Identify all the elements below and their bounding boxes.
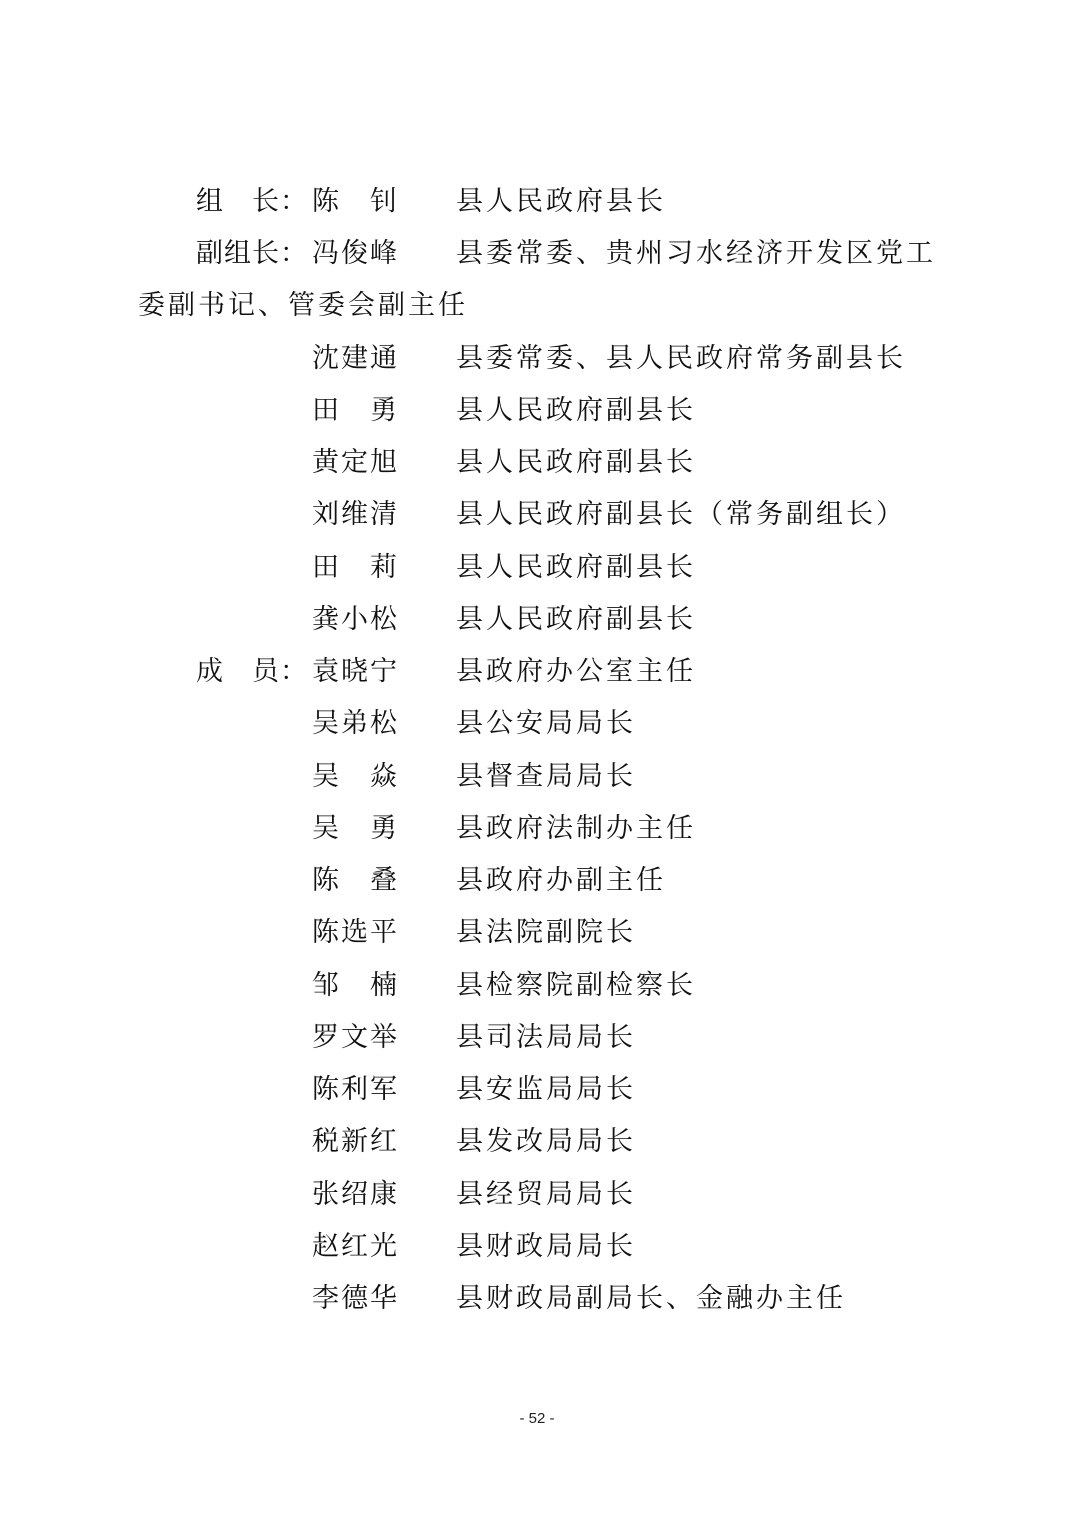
member-row — [0, 646, 1074, 698]
member-row — [0, 333, 1074, 385]
member-title: 县委常委、县人民政府常务副县长 — [456, 343, 906, 374]
member-title: 县安监局局长 — [456, 1074, 636, 1105]
member-name: 黄定旭 — [312, 447, 399, 478]
member-title: 县发改局局长 — [456, 1126, 636, 1157]
member-title: 县财政局副局长、金融办主任 — [456, 1283, 846, 1314]
member-title-continuation-row — [0, 280, 1074, 332]
member-row — [0, 907, 1074, 959]
member-row — [0, 1169, 1074, 1221]
member-row — [0, 960, 1074, 1012]
role-label: 组 长： — [196, 186, 308, 217]
member-title: 县政府办公室主任 — [456, 656, 696, 687]
member-row — [0, 176, 1074, 228]
member-name: 袁晓宁 — [312, 656, 399, 687]
role-label: 成 员： — [196, 656, 308, 687]
member-title: 县经贸局局长 — [456, 1179, 636, 1210]
member-title: 县公安局局长 — [456, 708, 636, 739]
member-title: 县政府办副主任 — [456, 865, 666, 896]
member-title: 县人民政府副县长 — [456, 604, 696, 635]
member-title: 县财政局局长 — [456, 1231, 636, 1262]
member-row — [0, 1116, 1074, 1168]
page-number: - 52 - — [519, 1410, 555, 1427]
member-row — [0, 1064, 1074, 1116]
member-row — [0, 542, 1074, 594]
member-name: 田 勇 — [312, 395, 399, 426]
member-name: 陈 叠 — [312, 865, 399, 896]
member-name: 吴弟松 — [312, 708, 399, 739]
member-name: 赵红光 — [312, 1231, 399, 1262]
member-name: 沈建通 — [312, 343, 399, 374]
member-row — [0, 1273, 1074, 1325]
member-row — [0, 437, 1074, 489]
member-name: 吴 勇 — [312, 813, 399, 844]
member-title: 县人民政府副县长（常务副组长） — [456, 499, 906, 530]
member-name: 税新红 — [312, 1126, 399, 1157]
member-title: 县司法局局长 — [456, 1022, 636, 1053]
role-label: 副组长： — [196, 238, 308, 269]
member-title-continuation: 委副书记、管委会副主任 — [138, 290, 468, 321]
member-row — [0, 1012, 1074, 1064]
member-row — [0, 698, 1074, 750]
member-title: 县人民政府副县长 — [456, 395, 696, 426]
member-name: 吴 焱 — [312, 761, 399, 792]
member-title: 县人民政府副县长 — [456, 552, 696, 583]
member-title: 县人民政府县长 — [456, 186, 666, 217]
member-name: 邹 楠 — [312, 970, 399, 1001]
member-row — [0, 228, 1074, 280]
member-row — [0, 803, 1074, 855]
member-row — [0, 855, 1074, 907]
member-title: 县委常委、贵州习水经济开发区党工 — [456, 238, 936, 269]
member-title: 县政府法制办主任 — [456, 813, 696, 844]
member-name: 李德华 — [312, 1283, 399, 1314]
member-title: 县检察院副检察长 — [456, 970, 696, 1001]
member-name: 罗文举 — [312, 1022, 399, 1053]
member-row — [0, 1221, 1074, 1273]
member-name: 龚小松 — [312, 604, 399, 635]
member-row — [0, 489, 1074, 541]
member-name: 田 莉 — [312, 552, 399, 583]
member-row — [0, 594, 1074, 646]
member-name: 陈 钊 — [312, 186, 399, 217]
member-title: 县人民政府副县长 — [456, 447, 696, 478]
member-name: 陈选平 — [312, 917, 399, 948]
member-row — [0, 385, 1074, 437]
member-name: 冯俊峰 — [312, 238, 399, 269]
member-name: 张绍康 — [312, 1179, 399, 1210]
member-title: 县法院副院长 — [456, 917, 636, 948]
member-title: 县督查局局长 — [456, 761, 636, 792]
member-row — [0, 751, 1074, 803]
member-name: 陈利军 — [312, 1074, 399, 1105]
member-name: 刘维清 — [312, 499, 399, 530]
